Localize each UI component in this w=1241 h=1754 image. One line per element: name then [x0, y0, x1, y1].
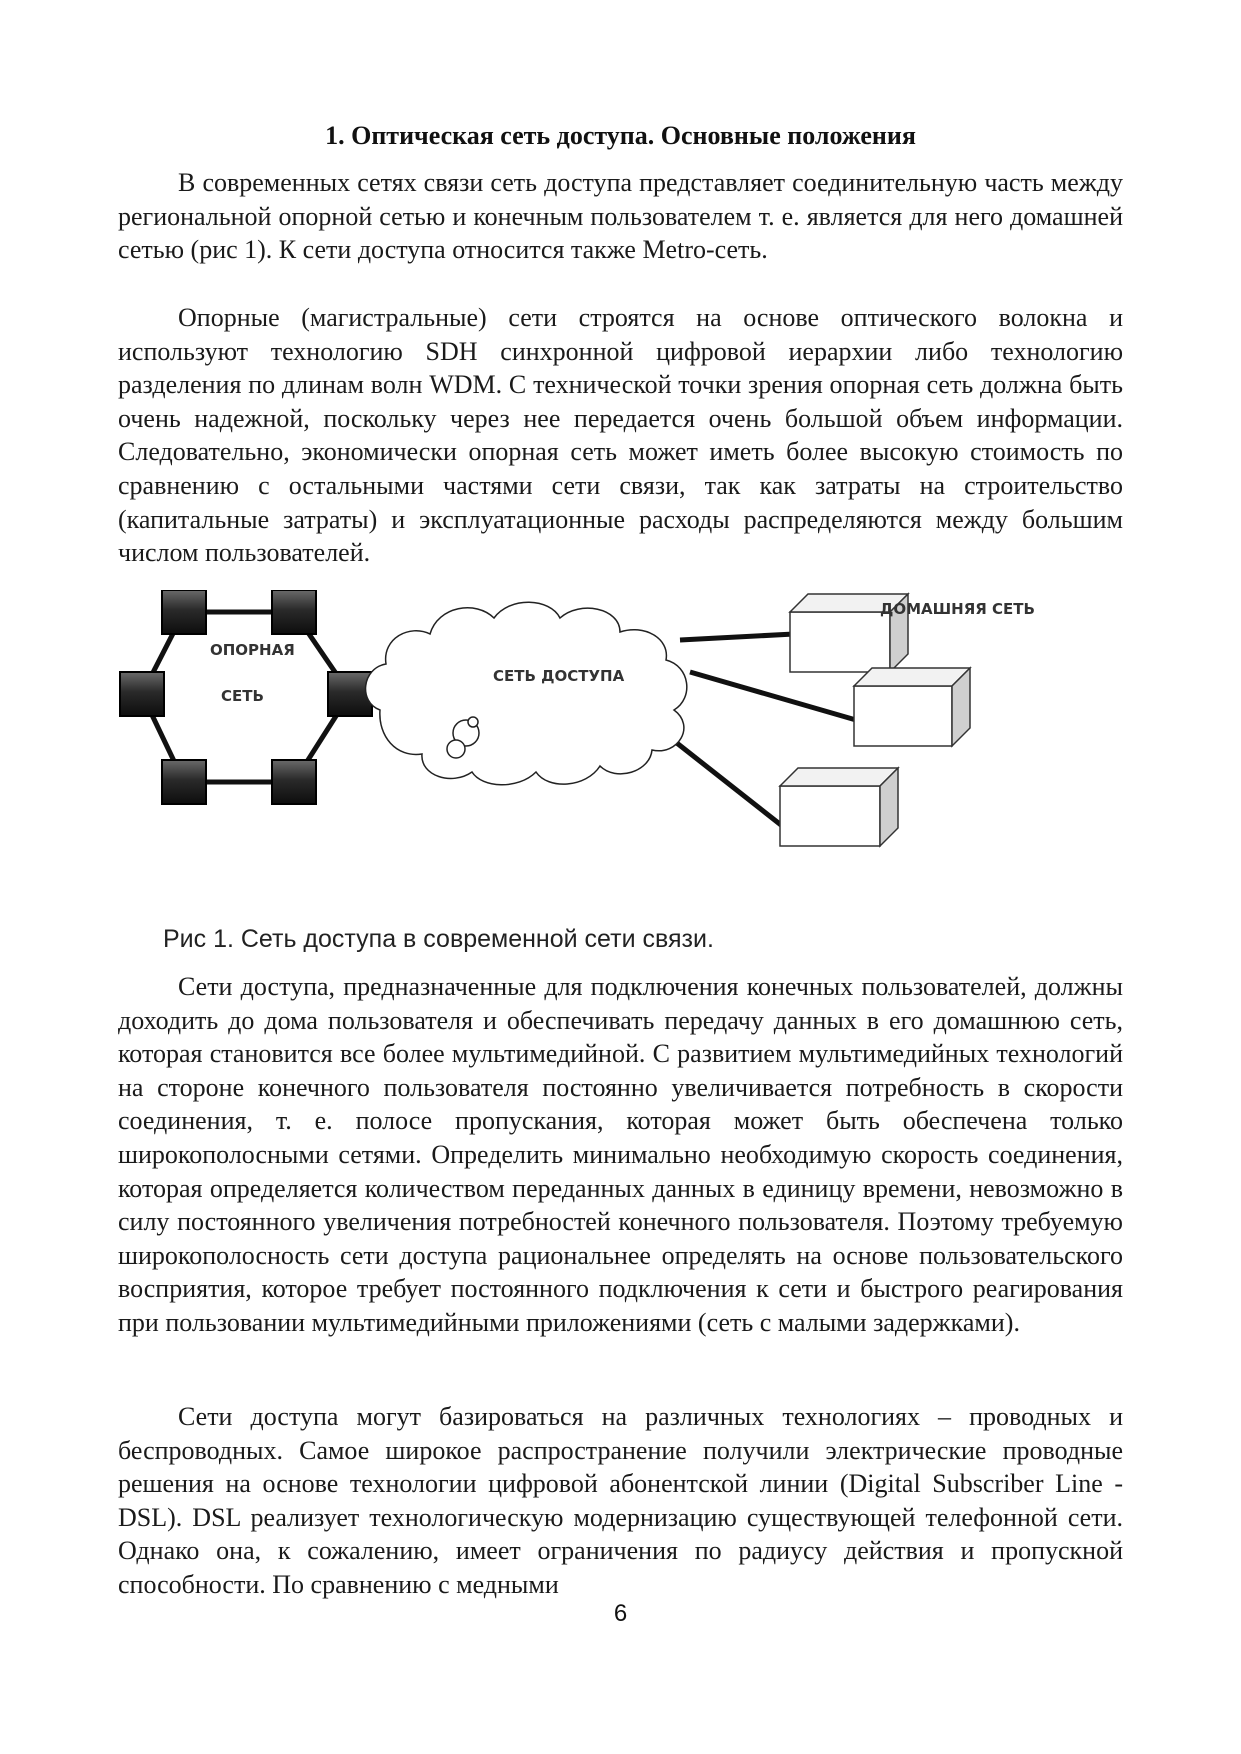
home-label-layer [0, 0, 1241, 620]
access-network-label: СЕТЬ ДОСТУПА [493, 667, 625, 685]
home-device-3 [780, 768, 898, 846]
access-network-cloud [366, 602, 687, 785]
figure-caption: Рис 1. Сеть доступа в современной сети связи. [163, 925, 714, 953]
core-network-label-1: ОПОРНАЯ [210, 641, 295, 659]
home-device-2 [854, 668, 970, 746]
core-node [272, 760, 316, 804]
page-number: 6 [613, 1600, 628, 1627]
paragraph-2: Опорные (магистральные) сети строятся на основе оптического волокна и используют технологию SDH синхронной цифровой иерархии либо технологию разделения по длинам волн WDM. С технической точки зрения опорная сеть должна быть очень надежной, поскольку через нее передается очень большой объем информации. Следовательно, экономически опорная сеть может иметь более высокую стоимость по сравнению с остальными частями сети связи, так как затраты на строительство (капитальные затраты) и эксплуатационные расходы распределяются между большим числом пользователей. [118, 303, 1123, 568]
paragraph-1: В современных сетях связи сеть доступа представляет соединительную часть между региональной опорной сетью и конечным пользователем т. е. является для него домашней сетью (рис 1). К сети доступа относится также Metro-сеть. [118, 168, 1123, 265]
cloud-bubble [447, 740, 465, 758]
paragraph-3: Сети доступа, предназначенные для подключения конечных пользователей, должны доходить до дома пользователя и обеспечивать передачу данных в его домашнюю сеть, которая становится все более мультимедийной. С развитием мультимедийных технологий на стороне конечного пользователя постоянно увеличивается потребность в скорости соединения, т. е. полосе пропускания, которая может быть обеспечена только широкополосными сетями. Определить минимально необходимую скорость соединения, которая определяется количеством переданных данных в единицу времени, невозможно в силу постоянного увеличения потребностей конечного пользователя. Поэтому требуемую широкополосность сети доступа рациональнее определять на основе пользовательского восприятия, которое требует постоянного подключения к сети и быстрого реагирования при пользовании мультимедийными приложениями (сеть с малыми задержками). [118, 972, 1123, 1337]
section-title: 1. Оптическая сеть доступа. Основные положения [325, 121, 916, 150]
core-node [120, 672, 164, 716]
core-node [162, 760, 206, 804]
core-network-label-2: СЕТЬ [221, 687, 264, 705]
figure-access-network [118, 590, 1123, 960]
home-network-label: ДОМАШНЯЯ СЕТЬ [880, 600, 1035, 618]
cloud-bubble [468, 717, 478, 727]
paragraph-4: Сети доступа могут базироваться на различных технологиях – проводных и беспроводных. Самое широкое распространение получили электрические проводные решения на основе технологии цифровой абонентской линии (Digital Subscriber Line - DSL). DSL реализует технологическую модернизацию существующей телефонной сети. Однако она, к сожалению, имеет ограничения по радиусу действия и пропускной способности. По сравнению с медными [118, 1402, 1123, 1599]
network-diagram [118, 590, 1123, 960]
